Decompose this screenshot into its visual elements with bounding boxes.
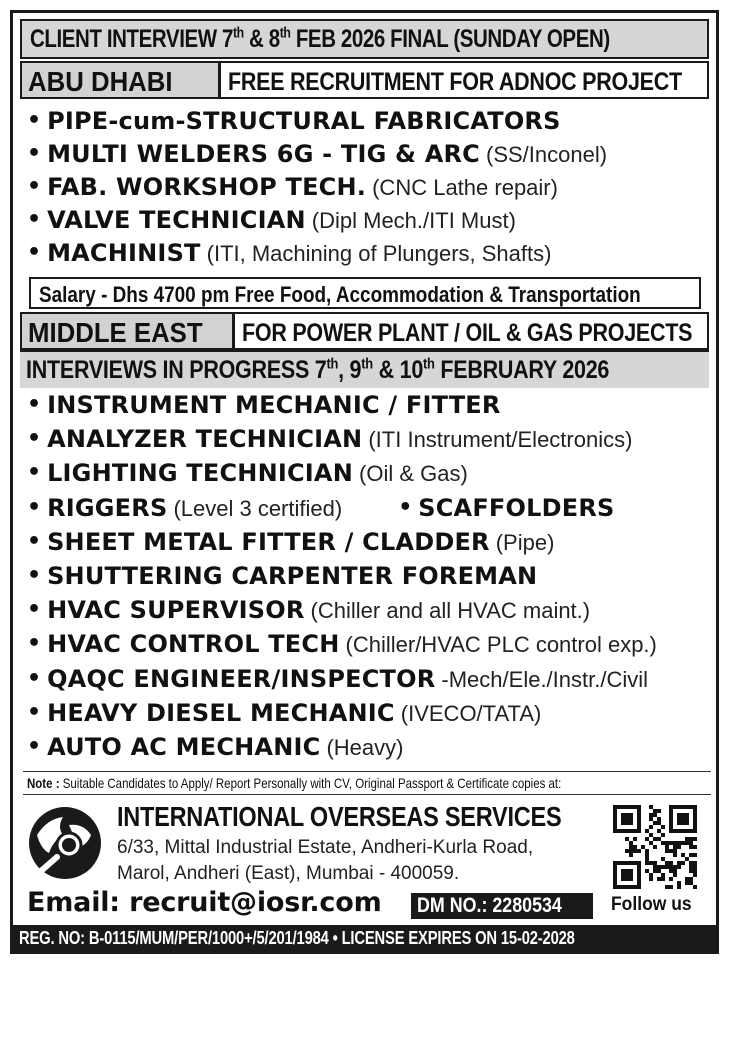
job-detail: (Chiller/HVAC PLC control exp.)	[345, 632, 657, 658]
middle-east-headline	[242, 319, 729, 348]
bullet-icon: •	[27, 631, 42, 657]
abu-dhabi-headline	[228, 68, 729, 97]
abu-dhabi-banner	[20, 61, 709, 99]
job-title: HEAVY DIESEL MECHANIC	[47, 698, 395, 727]
job-title: FAB. WORKSHOP TECH.	[47, 173, 367, 201]
job-detail: (SS/Inconel)	[486, 142, 608, 167]
interviews-progress-banner	[20, 350, 709, 388]
job-item	[27, 560, 537, 591]
bullet-icon: •	[27, 528, 42, 554]
bullet-icon: •	[27, 699, 42, 725]
company-name-text: INTERNATIONAL OVERSEAS SERVICES	[117, 801, 562, 832]
job-item	[27, 138, 607, 170]
bullet-icon: •	[27, 563, 42, 588]
job-item	[27, 697, 541, 729]
bullet-icon: •	[27, 494, 42, 520]
bullet-icon: •	[27, 207, 42, 232]
dm-number-text: DM NO.: 2280534	[417, 894, 562, 917]
job-item	[27, 457, 468, 489]
bullet-icon: •	[27, 174, 42, 199]
application-note	[23, 771, 711, 795]
bullet-icon: •	[27, 460, 42, 486]
salary-box	[29, 277, 701, 309]
dm-number-badge	[411, 893, 593, 919]
bullet-icon: •	[27, 141, 42, 166]
job-detail: (IVECO/TATA)	[400, 700, 542, 726]
job-detail: (Pipe)	[495, 529, 555, 555]
job-item	[27, 171, 558, 203]
job-detail: (Level 3 certified)	[173, 495, 343, 521]
company-email[interactable]: Email: recruit@iosr.com	[27, 887, 382, 918]
middle-east-tag-text: MIDDLE EAST	[28, 317, 203, 348]
job-item	[27, 204, 516, 236]
job-item	[27, 526, 554, 558]
job-detail: -Mech/Ele./Instr./Civil	[441, 666, 649, 692]
job-item	[27, 663, 648, 695]
bullet-icon: •	[27, 240, 42, 265]
job-title: SCAFFOLDERS	[418, 493, 615, 522]
job-detail: (ITI Instrument/Electronics)	[368, 427, 633, 453]
middle-east-headline-text: FOR POWER PLANT / OIL & GAS PROJECTS	[242, 319, 693, 347]
job-title: ANALYZER TECHNICIAN	[47, 425, 363, 454]
middle-east-tag	[22, 314, 235, 348]
job-detail: (Heavy)	[326, 735, 404, 760]
bullet-icon: •	[27, 597, 42, 623]
note-text: Note : Suitable Candidates to Apply/ Report Personally with CV, Original Passport & Certificate copies at:	[27, 775, 562, 791]
qr-code-icon[interactable]	[613, 805, 697, 889]
job-title: AUTO AC MECHANIC	[47, 733, 321, 761]
follow-us-label: Follow us	[611, 894, 692, 915]
job-title: INSTRUMENT MECHANIC / FITTER	[47, 391, 501, 419]
registration-footer	[13, 925, 716, 951]
company-address-line-2: Marol, Andheri (East), Mumbai - 400059.	[117, 863, 460, 884]
bullet-icon: •	[27, 108, 42, 133]
job-title: HVAC CONTROL TECH	[47, 630, 340, 659]
job-detail: (Chiller and all HVAC maint.)	[310, 598, 591, 624]
middle-east-banner	[20, 312, 709, 350]
bullet-icon: •	[27, 392, 42, 417]
bullet-icon: •	[398, 494, 413, 520]
job-item	[27, 237, 551, 269]
job-title: QAQC ENGINEER/INSPECTOR	[47, 664, 436, 693]
bullet-icon: •	[27, 665, 42, 691]
job-advertisement	[10, 10, 719, 954]
salary-text: Salary - Dhs 4700 pm Free Food, Accommodation & Transportation	[39, 282, 641, 307]
job-detail: (CNC Lathe repair)	[372, 175, 558, 200]
job-item	[27, 492, 615, 524]
job-title: HVAC SUPERVISOR	[47, 596, 305, 625]
job-title: MACHINIST	[47, 239, 201, 267]
job-detail: (Dipl Mech./ITI Must)	[311, 208, 516, 233]
job-detail: (ITI, Machining of Plungers, Shafts)	[206, 241, 552, 266]
job-title: LIGHTING TECHNICIAN	[47, 459, 353, 488]
job-item	[27, 423, 632, 455]
job-item	[27, 628, 657, 660]
abu-dhabi-headline-text: FREE RECRUITMENT FOR ADNOC PROJECT	[228, 68, 682, 96]
job-title: SHUTTERING CARPENTER FOREMAN	[47, 562, 538, 590]
job-title: VALVE TECHNICIAN	[47, 206, 306, 234]
globe-logo-icon	[27, 805, 103, 881]
job-title: PIPE-cum-STRUCTURAL FABRICATORS	[47, 107, 561, 135]
interview-date-banner	[20, 19, 709, 59]
job-item	[27, 594, 590, 626]
interview-date-text: CLIENT INTERVIEW 7th & 8th FEB 2026 FINAL (SUNDAY OPEN)	[30, 24, 610, 53]
bullet-icon: •	[27, 426, 42, 452]
job-title: MULTI WELDERS 6G - TIG & ARC	[47, 140, 480, 168]
job-detail: (Oil & Gas)	[359, 461, 468, 487]
job-item	[27, 105, 561, 136]
abu-dhabi-tag	[22, 63, 221, 97]
job-title: SHEET METAL FITTER / CLADDER	[47, 527, 490, 556]
abu-dhabi-tag-text: ABU DHABI	[28, 66, 173, 97]
interviews-progress-text: INTERVIEWS IN PROGRESS 7th, 9th & 10th FEBRUARY 2026	[26, 355, 610, 384]
bullet-icon: •	[27, 734, 42, 759]
company-address-line-1: 6/33, Mittal Industrial Estate, Andheri-Kurla Road,	[117, 837, 534, 858]
job-item	[27, 389, 501, 420]
registration-footer-text: REG. NO: B-0115/MUM/PER/1000+/5/201/1984 • LICENSE EXPIRES ON 15-02-2028	[19, 928, 575, 948]
job-item	[27, 731, 403, 763]
job-title: RIGGERS	[47, 493, 168, 522]
company-name	[117, 801, 646, 833]
